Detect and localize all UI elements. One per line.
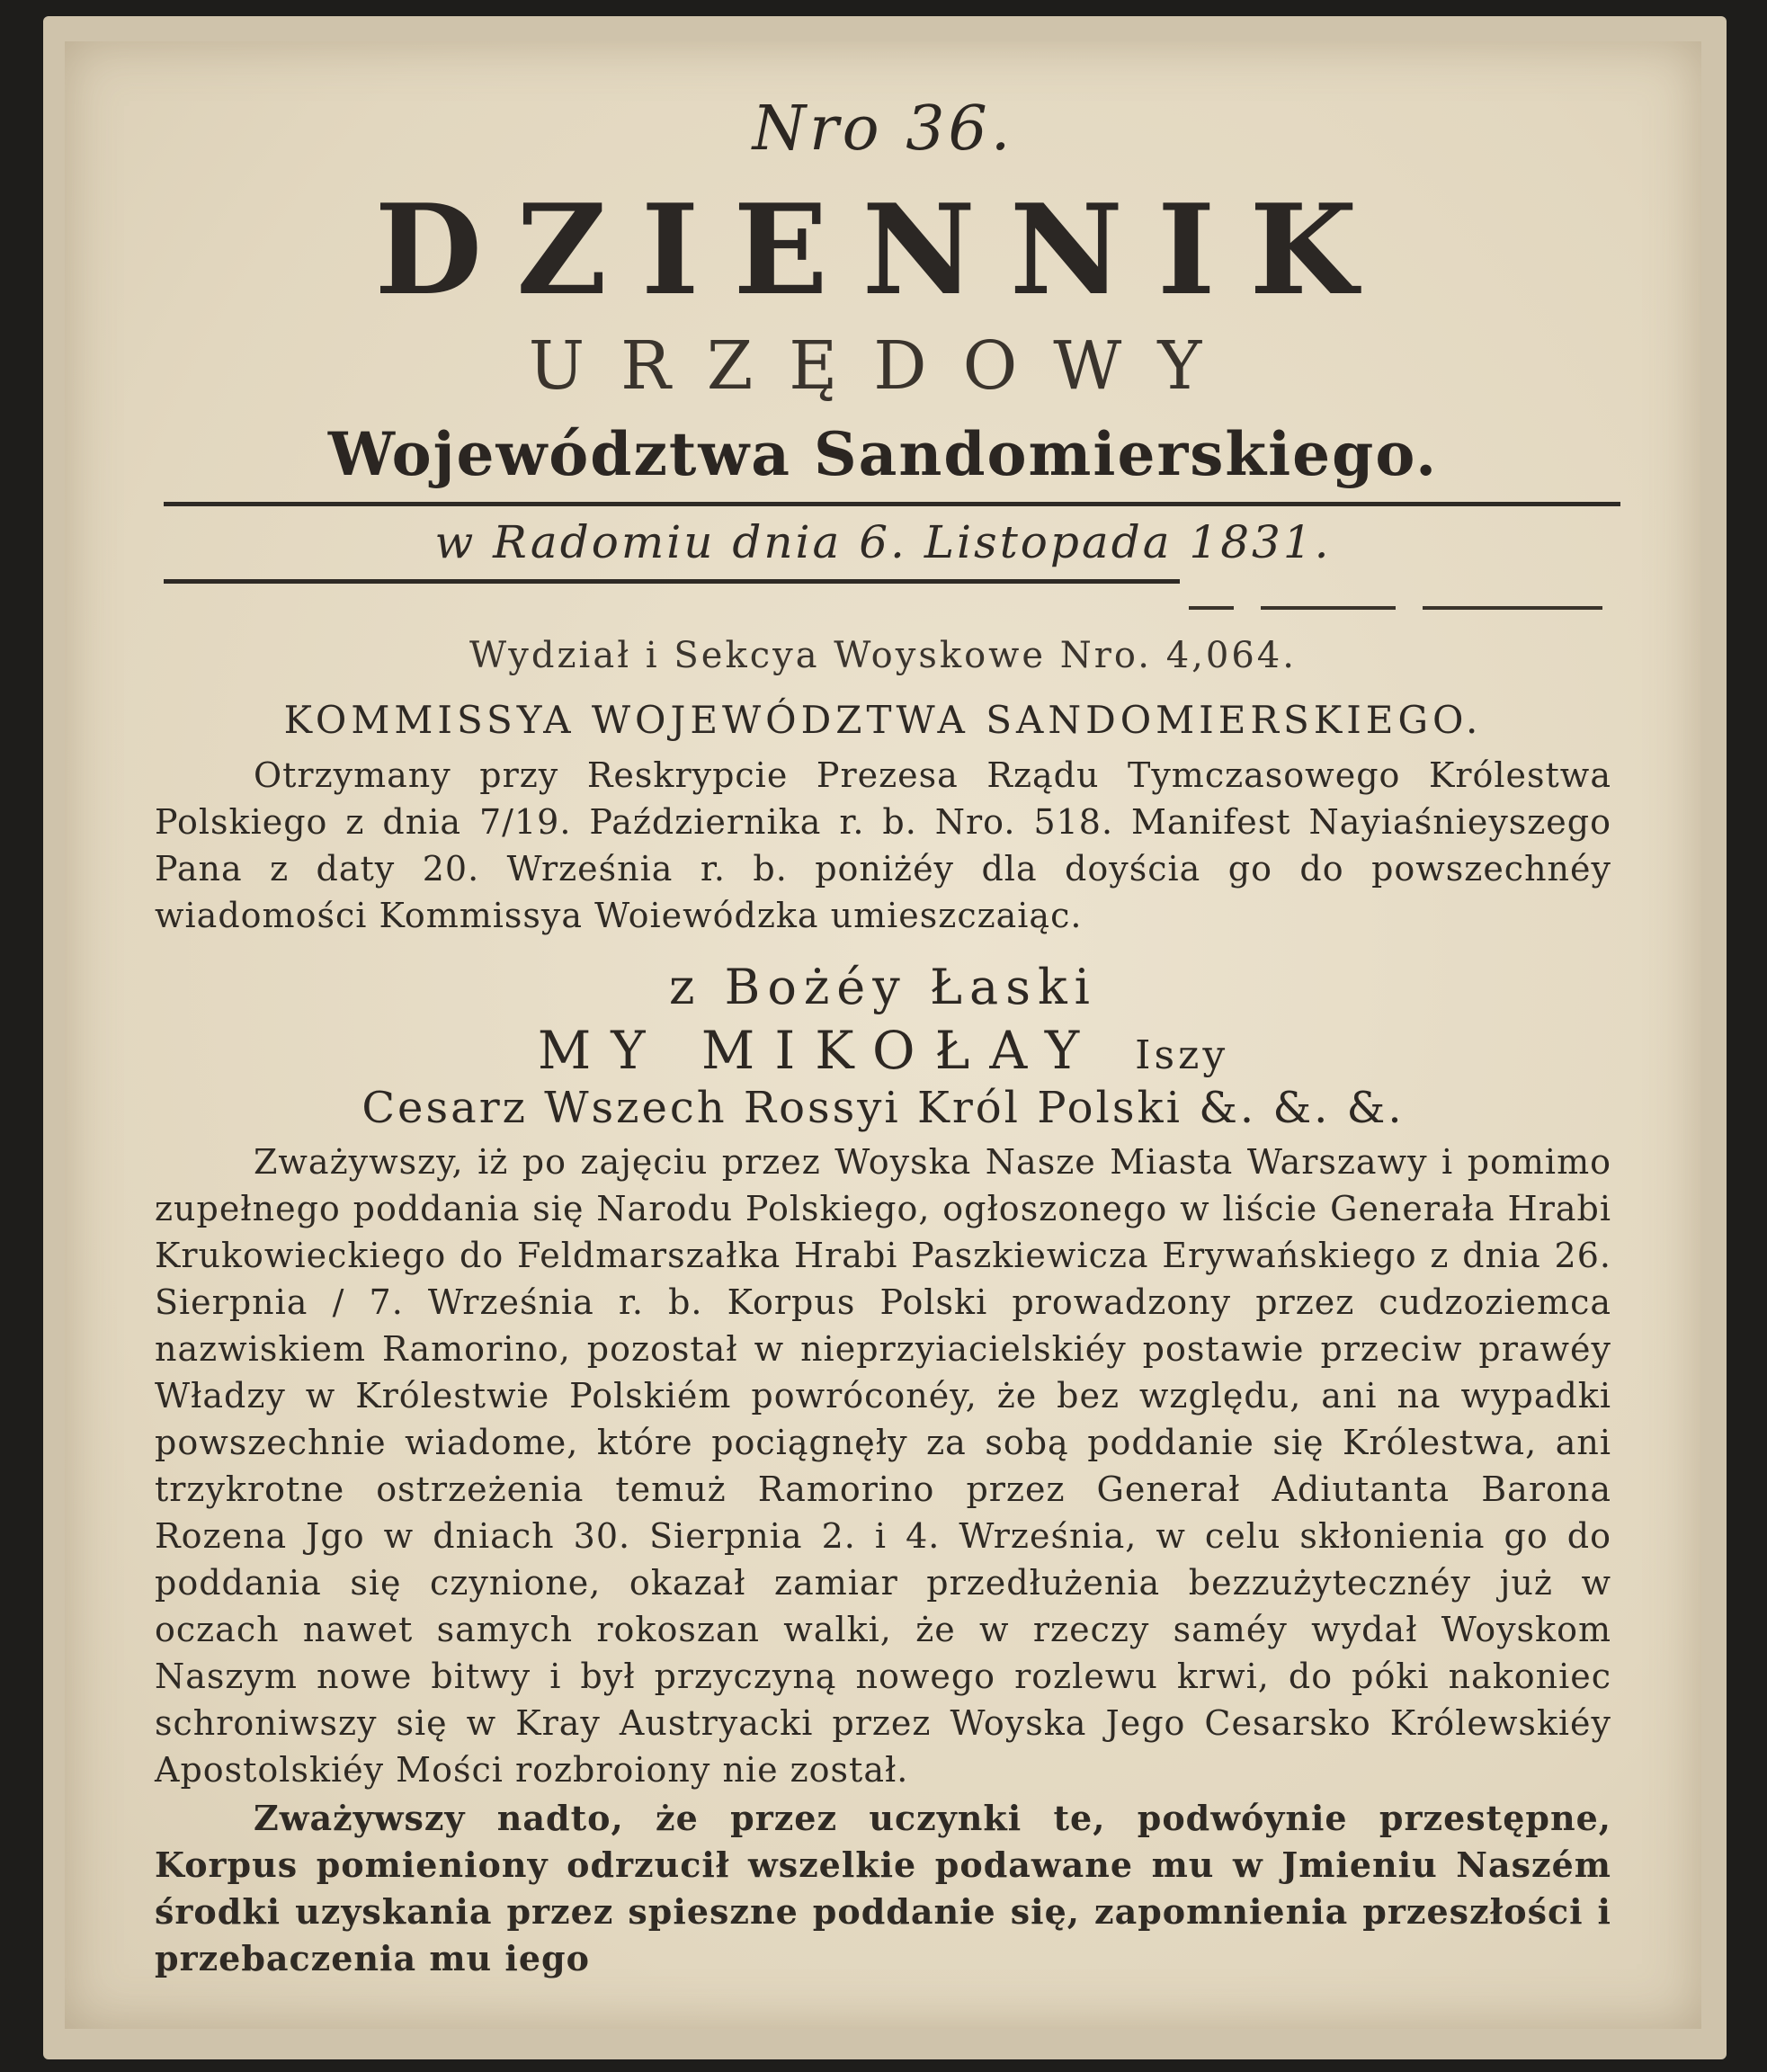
monarch-ordinal: Iszy bbox=[1135, 1032, 1229, 1078]
bottom-rule bbox=[164, 579, 1180, 584]
masthead-title: DZIENNIK bbox=[374, 176, 1392, 323]
manifest-paragraph-1: Zważywszy, iż po zajęciu przez Woyska Nasze Miasta Warszawy i pomimo zupełnego poddania się Narodu Polskiego, ogłoszonego w liście Generała Hrabi Krukowieckiego do Feldmarszałka Hrabi Paszkiewicza Erywańskiego z dnia 26. Sierpnia / 7. Września r. b. Korpus Polski prowadzony przez cudzoziemca nazwiskiem Ramorino, pozostał w nieprzyiacielskiéy postawie przeciw prawéy Władzy w Królestwie Polskiém powróconéy, że bez względu, ani na wypadki powszechnie wiadome, które pociągnęły za sobą poddanie się Królestwa, ani trzykrotne ostrzeżenia temuż Ramorino przez Generał Adiutanta Barona Rozena Jgo w dniach 30. Sierpnia 2. i 4. Września, w celu skłonienia go do poddania się czynione, okazał zamiar przedłużenia bezzużytecznéy już w oczach nawet samych rokoszan walki, że w rzeczy saméy wydał Woyskom Naszym nowe bitwy i był przyczyną nowego rozlewu krwi, do póki nakoniec schroniwszy się w Kray Austryacki przez Woyska Jego Cesarsko Królewskiéy Apostolskiéy Mości rozbroiony nie został. bbox=[155, 1142, 1611, 1790]
newspaper-page bbox=[65, 41, 1701, 2029]
masthead-subtitle: URZĘDOWY bbox=[528, 327, 1238, 405]
commission-heading: KOMMISSYA WOJEWÓDZTWA SANDOMIERSKIEGO. bbox=[283, 698, 1483, 742]
rule-dash-3 bbox=[1423, 606, 1602, 610]
rule-dash-1 bbox=[1189, 606, 1234, 610]
rule-dash-2 bbox=[1261, 606, 1396, 610]
top-rule bbox=[164, 502, 1620, 506]
dateline: w Radomiu dnia 6. Listopada 1831. bbox=[434, 516, 1332, 568]
monarch-label: MY MIKOŁAY bbox=[537, 1020, 1100, 1081]
department-line: Wydział i Sekcya Woyskowe Nro. 4,064. bbox=[469, 635, 1297, 676]
intro-paragraph: Otrzymany przy Reskrypcie Prezesa Rządu Tymczasowego Królestwa Polskiego z dnia 7/19. Października r. b. Nro. 518. Manifest Nayiaśnieyszego Pana z daty 20. Września r. b. poniżéy dla doyścia go do powszechnéy wiadomości Kommissya Woiewódzka umieszczaiąc. bbox=[155, 755, 1611, 935]
monarch-titles: Cesarz Wszech Rossyi Król Polski &. &. &. bbox=[361, 1083, 1405, 1133]
masthead-region: Województwa Sandomierskiego. bbox=[327, 419, 1439, 489]
monarch-name bbox=[65, 1020, 1701, 1081]
grace-line: z Bożéy Łaski bbox=[669, 959, 1097, 1015]
issue-number: Nro 36. bbox=[752, 94, 1014, 165]
manifest-paragraph-2: Zważywszy nadto, że przez uczynki te, podwóynie przestępne, Korpus pomieniony odrzucił wszelkie podawane mu w Jmieniu Naszém środki uzyskania przez spieszne poddanie się, zapomnienia przeszłości i przebaczenia mu iego bbox=[155, 1798, 1611, 1978]
